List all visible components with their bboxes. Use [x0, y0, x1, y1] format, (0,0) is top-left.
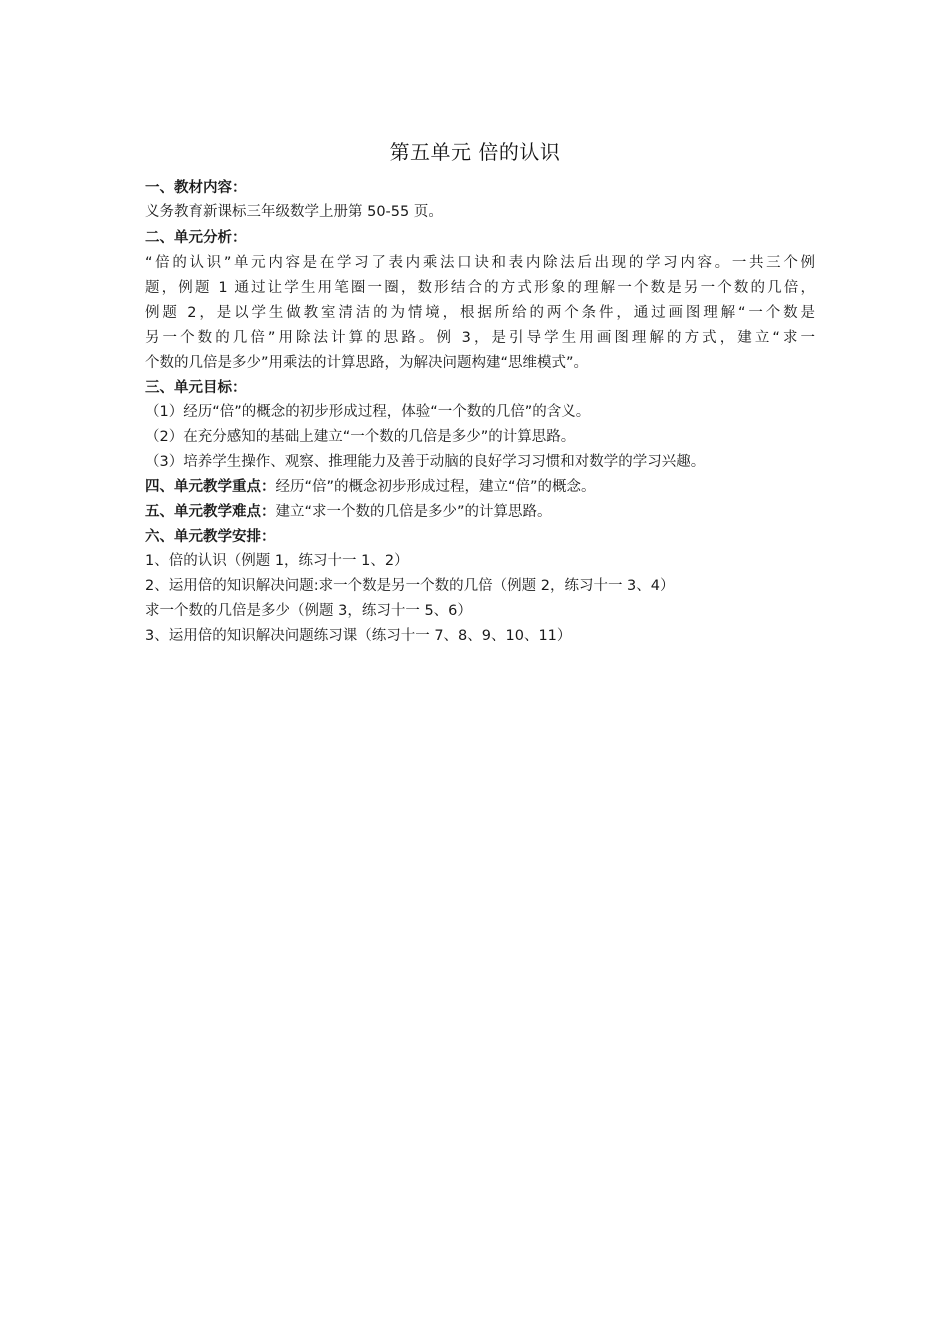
section-6-item: 2、运用倍的知识解决问题:求一个数是另一个数的几倍（例题 2，练习十一 3、4）	[145, 578, 675, 594]
section-2-line: 另一个数的几倍”用除法计算的思路。例 3，是引导学生用画图理解的方式，建立“求一	[145, 330, 815, 346]
document-title: 第五单元 倍的认识	[389, 140, 561, 164]
section-2-line: 题，例题 1 通过让学生用笔圈一圈，数形结合的方式形象的理解一个数是另一个数的几倍，	[145, 280, 815, 296]
section-3-item: （1）经历“倍”的概念的初步形成过程，体验“一个数的几倍”的含义。	[145, 404, 591, 420]
section-1-text: 义务教育新课标三年级数学上册第 50-55 页。	[145, 204, 443, 220]
section-6-item: 1、倍的认识（例题 1，练习十一 1、2）	[145, 553, 409, 569]
section-3-item: （2）在充分感知的基础上建立“一个数的几倍是多少”的计算思路。	[145, 429, 576, 445]
section-4-heading: 四、单元教学重点：	[145, 479, 276, 495]
section-2-line: 个数的几倍是多少”用乘法的计算思路，为解决问题构建“思维模式”。	[145, 355, 589, 371]
section-5	[145, 502, 815, 522]
section-3-heading: 三、单元目标：	[145, 380, 247, 396]
section-1-heading: 一、教材内容：	[145, 180, 247, 196]
section-6-item: 求一个数的几倍是多少（例题 3，练习十一 5、6）	[145, 603, 472, 619]
section-2-heading: 二、单元分析：	[145, 230, 247, 246]
section-4	[145, 477, 815, 497]
section-5-heading: 五、单元教学难点：	[145, 504, 276, 520]
section-2-line: 例题 2，是以学生做教室清洁的为情境，根据所给的两个条件，通过画图理解“一个数是	[145, 305, 815, 321]
section-5-text: 建立“求一个数的几倍是多少”的计算思路。	[275, 504, 552, 520]
section-3-item: （3）培养学生操作、观察、推理能力及善于动脑的良好学习习惯和对数学的学习兴趣。	[145, 454, 706, 470]
section-2-line: “倍的认识”单元内容是在学习了表内乘法口诀和表内除法后出现的学习内容。一共三个例	[145, 255, 815, 271]
section-4-text: 经历“倍”的概念初步形成过程，建立“倍”的概念。	[275, 479, 596, 495]
section-6-heading: 六、单元教学安排：	[145, 529, 276, 545]
section-6-item: 3、运用倍的知识解决问题练习课（练习十一 7、8、9、10、11）	[145, 628, 572, 644]
